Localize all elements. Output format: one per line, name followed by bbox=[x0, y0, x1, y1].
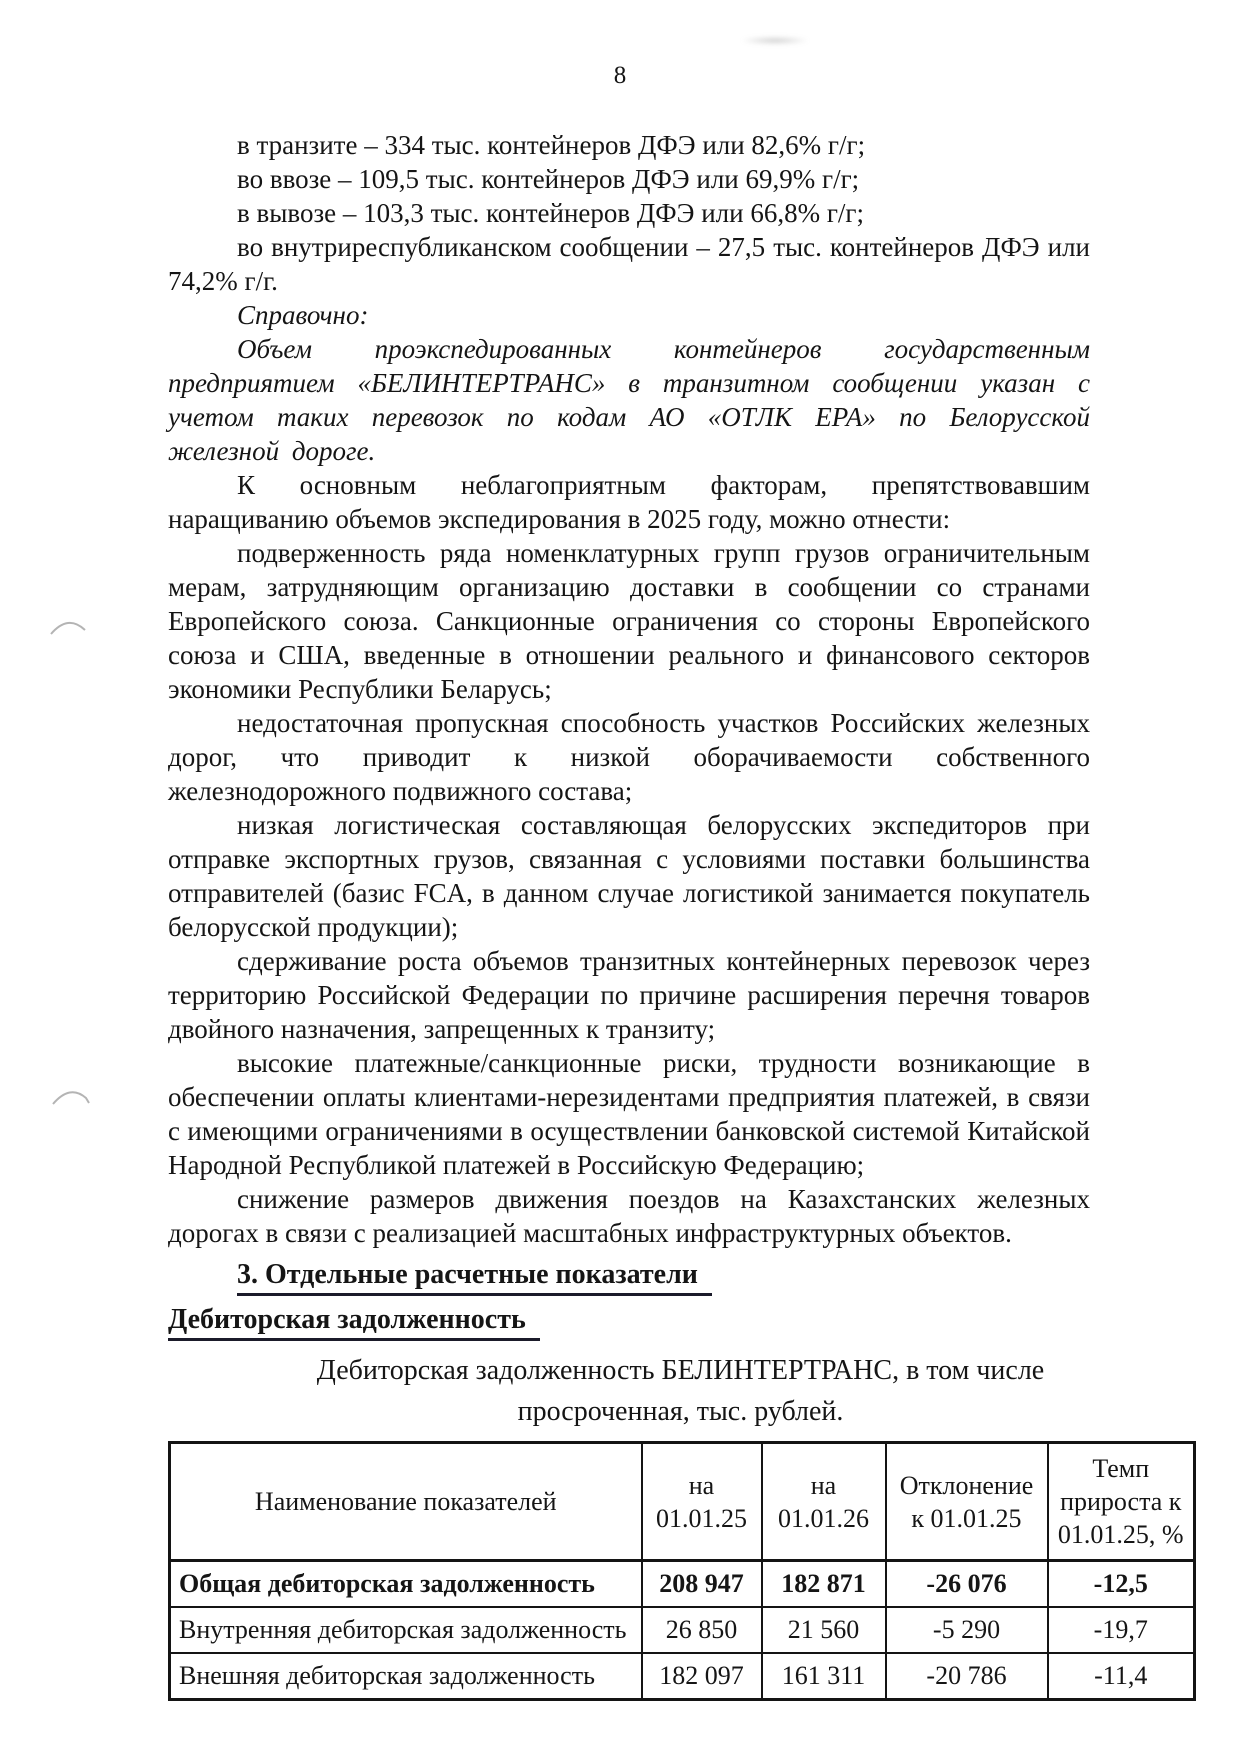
table-cell-value: -11,4 bbox=[1048, 1653, 1195, 1700]
table-cell-value: -12,5 bbox=[1048, 1561, 1195, 1608]
table-cell-value: 161 311 bbox=[762, 1653, 886, 1700]
receivables-table bbox=[168, 1441, 1196, 1701]
table-cell-value: 208 947 bbox=[642, 1561, 762, 1608]
section-headings bbox=[168, 1258, 1240, 1341]
factor-paragraph-3: низкая логистическая составляющая белорусских экспедиторов при отправке экспортных грузов, связанная с условиями поставки большинства отправителей (базис FCA, в данном случае логистикой занимается покупатель белорусской продукции); bbox=[168, 810, 1090, 942]
factor-paragraph-6: снижение размеров движения поездов на Казахстанских железных дорогах в связи с реализацией масштабных инфраструктурных объектов. bbox=[168, 1184, 1090, 1248]
table-row-external bbox=[170, 1653, 1195, 1700]
table-cell-name: Внутренняя дебиторская задолженность bbox=[170, 1607, 642, 1653]
table-cell-value: -19,7 bbox=[1048, 1607, 1195, 1653]
factor-paragraph-1: подверженность ряда номенклатурных групп грузов ограничительным мерам, затрудняющим организацию доставки в сообщении со странами Европейского союза. Санкционные ограничения со стороны Европейского союза и США, введенные в отношении реального и финансового секторов экономики Республики Беларусь; bbox=[168, 538, 1090, 704]
pen-mark-arc-2 bbox=[50, 1080, 96, 1112]
page-number: 8 bbox=[613, 62, 627, 89]
table-cell-value: 26 850 bbox=[642, 1607, 762, 1653]
header-indicator-name: Наименование показателей bbox=[170, 1443, 642, 1561]
table-cell-value: -26 076 bbox=[886, 1561, 1048, 1608]
section-heading bbox=[168, 1258, 1240, 1296]
table-caption-line-2: просроченная, тыс. рублей. bbox=[517, 1396, 844, 1427]
table-cell-name: Общая дебиторская задолженность bbox=[170, 1561, 642, 1608]
reference-label: Справочно: bbox=[237, 300, 369, 330]
reference-note: Объем проэкспедированных контейнеров государственным предприятием «БЕЛИНТЕРТРАНС» в транзитном сообщении указан с учетом таких перевозок по кодам АО «ОТЛК ЕРА» по Белорусской железной дороге. bbox=[168, 334, 1090, 466]
header-on-010126: на 01.01.26 bbox=[762, 1443, 886, 1561]
table-row-internal bbox=[170, 1607, 1195, 1653]
table-cell-value: 182 871 bbox=[762, 1561, 886, 1608]
transit-line-2: во ввозе – 109,5 тыс. контейнеров ДФЭ или 69,9% г/г; bbox=[237, 164, 860, 194]
table-cell-value: -5 290 bbox=[886, 1607, 1048, 1653]
factors-intro: К основным неблагоприятным факторам, препятствовавшим наращиванию объемов экспедирования в 2025 году, можно отнести: bbox=[168, 470, 1090, 534]
header-deviation: Отклонение к 01.01.25 bbox=[886, 1443, 1048, 1561]
factor-paragraph-2: недостаточная пропускная способность участков Российских железных дорог, что приводит к низкой оборачиваемости собственного железнодорожного подвижного состава; bbox=[168, 708, 1090, 806]
subsection-heading-text: Дебиторская задолженность bbox=[168, 1303, 540, 1341]
table-header-row bbox=[170, 1443, 1195, 1561]
table-cell-name: Внешняя дебиторская задолженность bbox=[170, 1653, 642, 1700]
header-on-010125: на 01.01.25 bbox=[642, 1443, 762, 1561]
table-cell-value: -20 786 bbox=[886, 1653, 1048, 1700]
pen-mark-arc-1 bbox=[48, 608, 94, 640]
transit-line-4: во внутриреспубликанском сообщении – 27,5 тыс. контейнеров ДФЭ или 74,2% г/г. bbox=[168, 232, 1090, 296]
transit-line-1: в транзите – 334 тыс. контейнеров ДФЭ или 82,6% г/г; bbox=[237, 130, 866, 160]
table-cell-value: 182 097 bbox=[642, 1653, 762, 1700]
section-heading-text: 3. Отдельные расчетные показатели bbox=[237, 1258, 712, 1296]
table-row-total bbox=[170, 1561, 1195, 1608]
factor-paragraph-4: сдерживание роста объемов транзитных контейнерных перевозок через территорию Российской Федерации по причине расширения перечня товаров двойного назначения, запрещенных к транзиту; bbox=[168, 946, 1090, 1044]
table-caption bbox=[168, 1350, 1193, 1432]
subsection-heading bbox=[168, 1303, 1240, 1341]
scan-artifact-smudge bbox=[740, 36, 810, 45]
factor-paragraph-5: высокие платежные/санкционные риски, трудности возникающие в обеспечении оплаты клиентами-нерезидентами предприятия платежей, в связи с имеющими ограничениями в осуществлении банковской системой Китайской Народной Республикой платежей в Российскую Федерацию; bbox=[168, 1048, 1090, 1180]
table-caption-line-1: Дебиторская задолженность БЕЛИНТЕРТРАНС, в том числе bbox=[316, 1355, 1045, 1386]
document-body bbox=[168, 128, 1090, 1250]
table-cell-value: 21 560 bbox=[762, 1607, 886, 1653]
transit-line-3: в вывозе – 103,3 тыс. контейнеров ДФЭ или 66,8% г/г; bbox=[237, 198, 864, 228]
header-growth-rate: Темп прироста к 01.01.25, % bbox=[1048, 1443, 1195, 1561]
